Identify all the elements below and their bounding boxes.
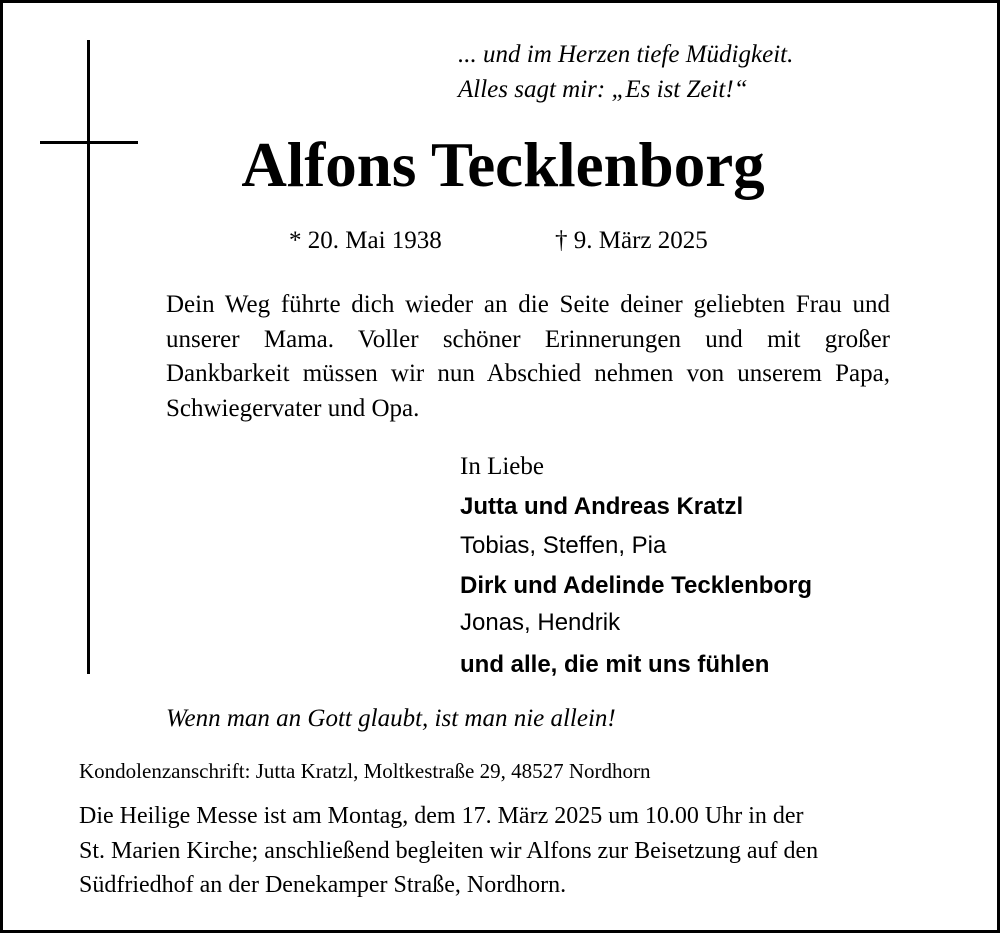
death-date: † 9. März 2025 <box>555 227 708 254</box>
funeral-line-2: St. Marien Kirche; anschließend begleiten wir Alfons zur Beisetzung auf den <box>79 837 819 864</box>
poem-line-1: ... und im Herzen tiefe Müdigkeit. <box>458 41 794 68</box>
deceased-name: Alfons Tecklenborg <box>241 130 765 200</box>
funeral-line-3: Südfriedhof an der Denekamper Straße, Nordhorn. <box>79 872 567 898</box>
farewell-message: Dein Weg führte dich wieder an die Seite deiner geliebten Frau und unserer Mama. Voller schöner Erinnerungen und mit großer Dankbarkeit müssen wir nun Abschied nehmen von unserem Papa, Schwiegervater und Opa. <box>166 291 890 422</box>
poem-line-2: Alles sagt mir: „Es ist Zeit!“ <box>458 76 748 103</box>
signature-family-1-children: Tobias, Steffen, Pia <box>460 532 667 559</box>
signature-closing: und alle, die mit uns fühlen <box>460 651 770 678</box>
funeral-line-1: Die Heilige Messe ist am Montag, dem 17. März 2025 um 10.00 Uhr in der <box>79 803 804 829</box>
signature-family-1: Jutta und Andreas Kratzl <box>460 493 744 520</box>
condolence-address: Kondolenzanschrift: Jutta Kratzl, Moltkestraße 29, 48527 Nordhorn <box>79 759 651 783</box>
signature-intro: In Liebe <box>460 453 544 480</box>
funeral-details <box>79 799 939 903</box>
signature-family-2-children: Jonas, Hendrik <box>460 609 621 636</box>
birth-date: * 20. Mai 1938 <box>289 227 442 254</box>
motto: Wenn man an Gott glaubt, ist man nie allein! <box>166 705 616 732</box>
signature-family-2: Dirk und Adelinde Tecklenborg <box>460 572 813 599</box>
